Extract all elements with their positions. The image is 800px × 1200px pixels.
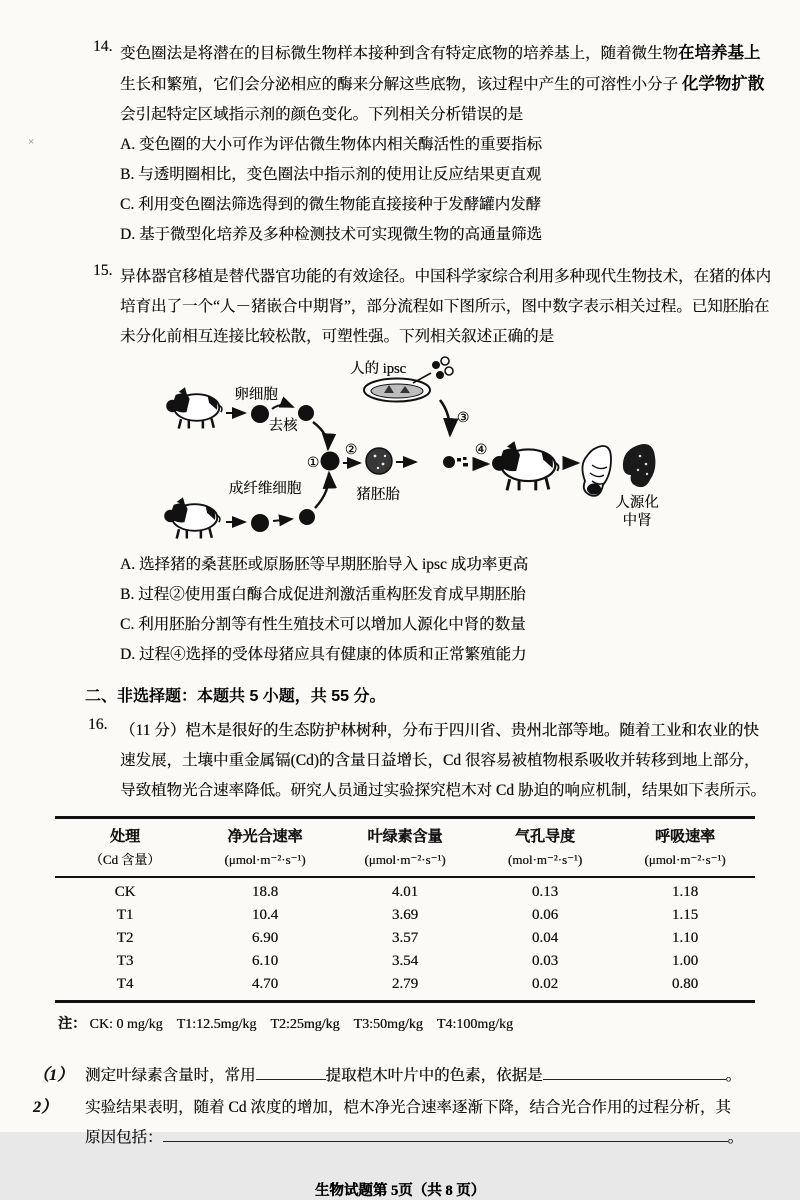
cell: 18.8 <box>251 884 279 900</box>
cell: 1.18 <box>671 884 699 900</box>
chimeric-embryo-bit <box>463 457 467 460</box>
sub2-line2 <box>85 1123 800 1153</box>
question-14-option-d: D. 基于微型化培养及多种检测技术可实现微生物的高通量筛选 <box>120 226 542 243</box>
chimeric-embryo-bit <box>463 463 468 467</box>
fibroblast-donor-pig-icon <box>164 497 220 538</box>
question-14-number: 14. <box>93 38 113 55</box>
answer-blank <box>256 1063 326 1080</box>
sub1-text1: 测定叶绿素含量时，常用 <box>85 1067 256 1084</box>
question-15 <box>0 262 800 352</box>
cell: 1.00 <box>671 953 699 969</box>
col-unit-treatment: （Cd 含量） <box>55 849 195 877</box>
question-15-number: 15. <box>93 262 113 279</box>
kidney-speckle <box>637 469 639 471</box>
kidney-speckle <box>646 473 648 475</box>
embryo-speckle <box>374 455 377 458</box>
table-row-ck <box>55 877 755 904</box>
step-3-arrow <box>440 400 450 435</box>
col-header-treatment: 处理 <box>109 829 140 845</box>
human-ipsc-label: 人的 ipsc <box>350 361 406 377</box>
col-header-net-photosynthesis: 净光合速率 <box>227 829 303 845</box>
cell: 2.79 <box>391 976 419 992</box>
cd-treatment-results-table <box>55 816 755 1003</box>
question-14-overlay-text1: 在培养基上 <box>678 44 761 62</box>
cell: 4.01 <box>391 884 419 900</box>
col-unit-net-photosynthesis: (μmol·m⁻²·s⁻¹) <box>195 849 335 877</box>
question-16-sub1 <box>0 1061 800 1091</box>
sub1-number: （1） <box>33 1067 74 1084</box>
chimeric-embryo-bit <box>457 458 461 462</box>
question-15-option-b: B. 过程②使用蛋白酶合成促进剂激活重构胚发育成早期胚胎 <box>120 586 526 603</box>
egg-cell-label: 卵细胞 <box>234 387 278 403</box>
egg-cell-dot <box>251 405 269 423</box>
step-1-label: ① <box>306 456 320 471</box>
enucleation-label: 去核 <box>268 418 298 434</box>
question-14-options <box>120 130 800 250</box>
question-14-overlay-text2: 化学物扩散 <box>681 75 765 93</box>
fibroblast-dot <box>251 514 269 532</box>
answer-blank <box>163 1125 728 1142</box>
kidney-speckle <box>645 463 648 466</box>
cell: 0.06 <box>531 907 559 923</box>
cell: 3.69 <box>391 907 419 923</box>
question-14-option-a: A. 变色圈的大小可作为评估微生物体内相关酶活性的重要指标 <box>120 136 542 153</box>
embryo-speckle <box>382 463 385 466</box>
col-unit-stomatal-conductance: (mol·m⁻²·s⁻¹) <box>475 849 615 877</box>
cell: 0.04 <box>531 930 559 946</box>
question-15-stem-line1: 异体器官移植是替代器官功能的有效途径。中国科学家综合利用多种现代生物技术，在猪的体内 <box>120 268 772 285</box>
sub2-end: 。 <box>727 1129 744 1146</box>
enucleated-egg-dot <box>298 405 314 421</box>
table-row-t4 <box>55 973 755 1002</box>
petri-dish-medium <box>371 384 423 398</box>
egg-donor-pig-icon <box>166 387 222 428</box>
step-3-label: ③ <box>456 411 470 426</box>
sub1-end: 。 <box>725 1067 742 1084</box>
col-unit-chlorophyll: (μmol·m⁻²·s⁻¹) <box>335 849 475 877</box>
cell: 3.57 <box>391 930 419 946</box>
question-16-stem-line3: 导致植物光合速率降低。研究人员通过实验探究桤木对 Cd 胁迫的响应机制，结果如下表所示。 <box>120 782 766 799</box>
enucleation-arrow <box>272 405 293 409</box>
embryo-speckle <box>384 455 386 457</box>
scan-artifact: × <box>28 136 35 148</box>
table-row-t3 <box>55 950 755 973</box>
fibroblast-dot2 <box>299 509 315 525</box>
ipsc-cell-dot <box>436 371 444 379</box>
cell: 0.80 <box>671 976 699 992</box>
kidney-label-line2: 中肾 <box>622 513 652 529</box>
sub2-line1: 实验结果表明，随着 Cd 浓度的增加，桤木净光合速率逐渐下降，结合光合作用的过程分析，其 <box>85 1099 731 1116</box>
question-14-stem-line3: 会引起特定区域指示剂的颜色变化。下列相关分析错误的是 <box>120 106 524 123</box>
humanized-kidney-icon <box>623 444 656 487</box>
sub1-text2: 提取桤木叶片中的色素，依据是 <box>325 1067 543 1084</box>
ipsc-cell-dot <box>441 357 449 365</box>
answer-blank <box>543 1063 726 1080</box>
q15-flow-diagram <box>100 352 680 542</box>
sub2-line2-prefix: 原因包括： <box>85 1129 163 1146</box>
col-header-respiration: 呼吸速率 <box>654 829 715 845</box>
cell: CK <box>114 884 136 900</box>
question-14-stem-text2: 生长和繁殖，它们会分泌相应的酶来分解这些底物，该过程中产生的可溶性小分子 <box>120 76 679 93</box>
question-16-stem-line1: （11 分）桤木是很好的生态防护林树种，分布于四川省、贵州北部等地。随着工业和农业的快 <box>120 722 759 739</box>
cell: T2 <box>116 930 134 946</box>
col-header-chlorophyll: 叶绿素含量 <box>367 829 443 845</box>
question-15-stem-line3: 未分化前相互连接比较松散，可塑性强。下列相关叙述正确的是 <box>120 328 555 345</box>
cell: 0.13 <box>531 884 559 900</box>
arrow <box>273 519 292 521</box>
ipsc-cell-dot <box>432 361 440 369</box>
question-15-option-c: C. 利用胚胎分割等有性生殖技术可以增加人源化中肾的数量 <box>120 616 526 633</box>
pig-embryo-label: 猪胚胎 <box>356 487 400 503</box>
fibroblast-label: 成纤维细胞 <box>228 481 302 497</box>
cell: T3 <box>116 953 134 969</box>
recipient-sow-icon <box>492 441 558 490</box>
question-14-stem-text: 变色圈法是将潜在的目标微生物样本接种到含有特定底物的培养基上，随着微生物 <box>120 45 679 62</box>
step-2-label: ② <box>344 443 358 458</box>
question-14 <box>0 0 800 250</box>
question-14-stem-line1 <box>120 38 800 69</box>
cell: 10.4 <box>251 907 279 923</box>
pig-embryo-icon <box>366 448 392 474</box>
cell: 6.10 <box>251 953 279 969</box>
question-14-stem-line2 <box>120 69 800 100</box>
cell: 3.54 <box>391 953 419 969</box>
cell: 6.90 <box>251 930 279 946</box>
table-header-names-row <box>55 818 755 850</box>
question-15-option-d: D. 过程④选择的受体母猪应具有健康的体质和正常繁殖能力 <box>120 646 527 663</box>
step-4-label: ④ <box>474 443 488 458</box>
fetus-dark-blob <box>587 484 601 495</box>
question-16-number: 16. <box>88 716 108 733</box>
merge-arrow-top <box>313 422 328 449</box>
note-text: CK: 0 mg/kg T1:12.5mg/kg T2:25mg/kg T3:50mg/kg T4:100mg/kg <box>89 1017 513 1032</box>
question-16-sub2 <box>0 1093 800 1153</box>
cell: 1.10 <box>671 930 699 946</box>
question-14-option-b: B. 与透明圈相比，变色圈法中指示剂的使用让反应结果更直观 <box>120 166 542 183</box>
table-header-units-row <box>55 849 755 877</box>
table-row-t1 <box>55 904 755 927</box>
table-note <box>58 1013 800 1037</box>
cell: T1 <box>116 907 134 923</box>
section-2-heading: 二、非选择题：本题共 5 小题，共 55 分。 <box>85 688 386 705</box>
col-unit-respiration: (μmol·m⁻²·s⁻¹) <box>615 849 755 877</box>
sub2-number: 2） <box>33 1099 58 1116</box>
ipsc-cell-dot <box>445 367 453 375</box>
cell: 4.70 <box>251 976 279 992</box>
question-16 <box>0 716 800 806</box>
note-label: 注： <box>58 1017 86 1032</box>
page-footer: 生物试题第 5页（共 8 页） <box>314 1183 486 1199</box>
kidney-label-line1: 人源化 <box>615 495 659 511</box>
question-15-stem-line2: 培育出了一个“人－猪嵌合中期肾”，部分流程如下图所示，图中数字表示相关过程。已知胚胎在 <box>120 298 770 315</box>
cell: 1.15 <box>671 907 699 923</box>
question-14-option-c: C. 利用变色圈法筛选得到的微生物能直接接种于发酵罐内发酵 <box>120 196 542 213</box>
embryo-speckle <box>377 467 379 469</box>
cell: T4 <box>116 976 134 992</box>
col-header-stomatal-conductance: 气孔导度 <box>514 829 575 845</box>
cell: 0.02 <box>531 976 559 992</box>
question-15-options <box>0 550 800 670</box>
question-16-stem-line2: 速发展，土壤中重金属镉(Cd)的含量日益增长，Cd 很容易被植物根系吸收并转移到地上部分， <box>120 752 760 769</box>
chimeric-embryo-icon <box>443 456 455 468</box>
reconstructed-cell-dot <box>321 452 340 471</box>
kidney-speckle <box>639 455 642 458</box>
cell: 0.03 <box>531 953 559 969</box>
merge-arrow-bottom <box>315 473 329 508</box>
question-15-option-a: A. 选择猪的桑葚胚或原肠胚等早期胚胎导入 ipsc 成功率更高 <box>120 556 529 573</box>
table-row-t2 <box>55 927 755 950</box>
